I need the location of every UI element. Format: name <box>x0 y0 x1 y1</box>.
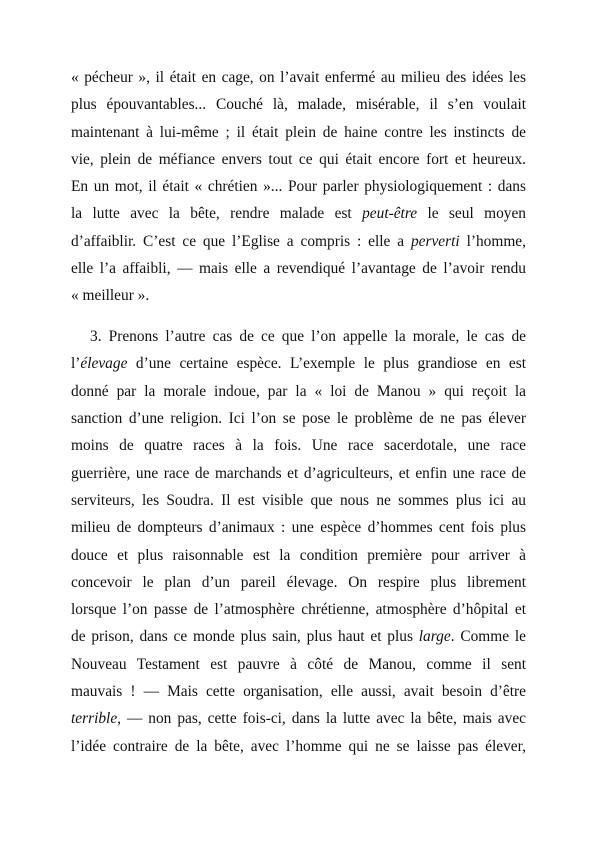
text-segment: d’affaiblir. C’est ce que l’Eglise a compris : elle a <box>71 232 411 250</box>
text-segment: le seul moyen <box>417 205 526 223</box>
text-segment: concevoir le plan d’un pareil élevage. On respire plus librement <box>71 573 526 591</box>
text-segment: , — non pas, cette fois-ci, dans la lutte avec la bête, mais avec <box>117 710 526 728</box>
text-segment: « pécheur », il était en cage, on l’avait enfermé au milieu des idées les <box>71 69 526 86</box>
text-line <box>71 678 526 705</box>
text-line <box>71 323 526 350</box>
text-line <box>71 569 526 596</box>
paragraph-1 <box>71 64 526 310</box>
text-segment: milieu de dompteurs d’animaux : une espèce d’hommes cent fois plus <box>71 519 526 537</box>
text-line <box>71 405 526 432</box>
text-line <box>71 200 526 227</box>
text-line <box>71 146 526 173</box>
text-line <box>71 378 526 405</box>
text-line <box>71 255 526 282</box>
text-segment: maintenant à lui-même ; il était plein de haine contre les instincts de <box>71 123 526 141</box>
paragraph-2 <box>71 323 526 760</box>
text-segment: lorsque l’on passe de l’atmosphère chrétienne, atmosphère d’hôpital et <box>71 601 526 619</box>
text-segment: donné par la morale indoue, par la « loi de Manou » qui reçoit la <box>71 382 526 400</box>
text-segment: douce et plus raisonnable est la condition première pour arriver à <box>71 546 526 564</box>
text-line <box>71 514 526 541</box>
text-segment: moins de quatre races à la fois. Une race sacerdotale, une race <box>71 437 526 455</box>
text-segment: Nouveau Testament est pauvre à côté de Manou, comme il sent <box>71 655 526 673</box>
text-line <box>71 460 526 487</box>
text-line <box>71 228 526 255</box>
document-page <box>71 64 526 760</box>
text-segment: mauvais ! — Mais cette organisation, elle aussi, avait besoin d’être <box>71 683 526 701</box>
text-line <box>71 623 526 650</box>
text-line <box>71 651 526 678</box>
italic-text: peut-être <box>362 205 418 223</box>
text-line <box>71 350 526 377</box>
text-segment: . Comme le <box>450 628 527 646</box>
text-segment: serviteurs, les Soudra. Il est visible que nous ne sommes plus ici au <box>71 491 526 509</box>
italic-text: terrible <box>71 710 118 728</box>
text-line <box>71 119 526 146</box>
text-line <box>71 282 526 309</box>
text-segment: En un mot, il était « chrétien »... Pour parler physiologiquement : dans <box>71 178 526 196</box>
text-segment: vie, plein de méfiance envers tout ce qui était encore fort et heureux. <box>71 150 526 168</box>
text-segment: plus épouvantables... Couché là, malade, misérable, il s’en voulait <box>71 96 526 114</box>
italic-text: large <box>418 628 451 646</box>
text-segment: l’idée contraire de la bête, avec l’homme qui ne se laisse pas élever, <box>71 737 526 755</box>
text-line <box>71 91 526 118</box>
text-segment: l’ <box>71 355 81 373</box>
text-segment: guerrière, une race de marchands et d’agriculteurs, et enfin une race de <box>71 464 526 482</box>
text-segment: de prison, dans ce monde plus sain, plus haut et plus <box>71 628 419 646</box>
text-line <box>71 64 526 91</box>
text-segment: d’une certaine espèce. L’exemple le plus grandiose en est <box>127 355 526 373</box>
text-segment: sanction d’une religion. Ici l’on se pose le problème de ne pas élever <box>71 410 526 428</box>
text-segment: la lutte avec la bête, rendre malade est <box>71 205 363 223</box>
italic-text: élevage <box>80 355 128 373</box>
text-line <box>71 487 526 514</box>
paragraph-gap <box>71 310 526 324</box>
text-line <box>71 705 526 732</box>
italic-text: perverti <box>410 232 460 250</box>
text-line <box>71 733 526 760</box>
text-line <box>71 596 526 623</box>
text-segment: 3. Prenons l’autre cas de ce que l’on appelle la morale, le cas de <box>90 328 526 346</box>
text-line <box>71 173 526 200</box>
text-line <box>71 542 526 569</box>
text-line <box>71 432 526 459</box>
text-segment: elle l’a affaibli, — mais elle a revendiqué l’avantage de l’avoir rendu <box>71 260 526 278</box>
text-segment: « meilleur ». <box>71 287 150 305</box>
text-segment: l’homme, <box>459 232 526 250</box>
